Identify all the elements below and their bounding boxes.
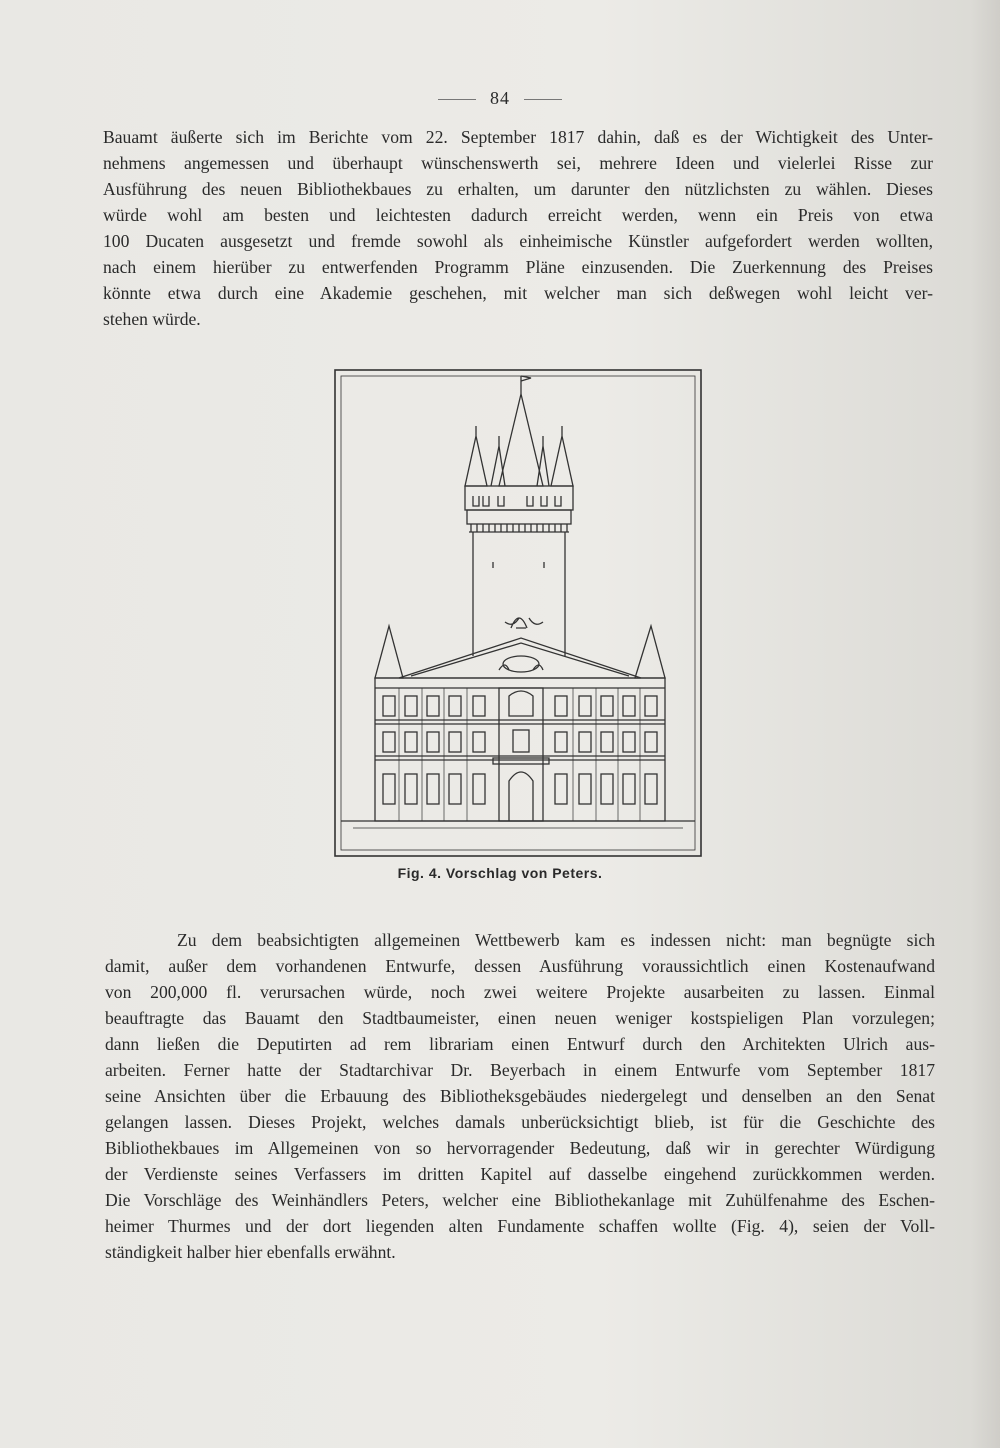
text-line: nehmens angemessen und überhaupt wünschenswerth sei, mehrere Ideen und vielerlei Risse zur [103, 153, 933, 173]
text-line: stehen würde. [103, 309, 201, 329]
text-line: 100 Ducaten ausgesetzt und fremde sowohl als einheimische Künstler aufgefordert werden wollten, [103, 231, 933, 251]
text-line: Ausführung des neuen Bibliothekbaues zu erhalten, um darunter den nützlichsten zu wählen. Dieses [103, 179, 933, 199]
text-line: Die Vorschläge des Weinhändlers Peters, welcher eine Bibliothekanlage mit Zuhülfenahme des Eschen- [105, 1190, 935, 1210]
text-line: ständigkeit halber hier ebenfalls erwähnt. [105, 1242, 396, 1262]
text-line: der Verdienste seines Verfassers im dritten Kapitel auf dasselbe eingehend zurückkommen werden. [105, 1164, 935, 1184]
text-line: könnte etwa durch eine Akademie geschehen, mit welcher man sich deßwegen wohl leicht ver- [103, 283, 933, 303]
text-line: von 200,000 fl. verursachen würde, noch zwei weitere Projekte ausarbeiten zu lassen. Einmal [105, 982, 935, 1002]
header-rule-left [438, 99, 476, 100]
text-line: Zu dem beabsichtigten allgemeinen Wettbewerb kam es indessen nicht: man begnügte sich [177, 930, 935, 950]
building-elevation-drawing [333, 366, 703, 860]
figure-caption: Fig. 4. Vorschlag von Peters. [397, 865, 603, 881]
text-line: nach einem hierüber zu entwerfenden Programm Pläne einzusenden. Die Zuerkennung des Preises [103, 257, 933, 277]
page-header [0, 88, 1000, 109]
text-line: arbeiten. Ferner hatte der Stadtarchivar Dr. Beyerbach in einem Entwurfe vom September 1817 [105, 1060, 935, 1080]
paragraph-1 [103, 124, 933, 332]
text-line: Bauamt äußerte sich im Berichte vom 22. September 1817 dahin, daß es der Wichtigkeit des Unter- [103, 127, 933, 147]
page-number: 84 [490, 88, 510, 108]
text-line: dann ließen die Deputirten ad rem librariam einen Entwurf durch den Architekten Ulrich aus- [105, 1034, 935, 1054]
header-rule-right [524, 99, 562, 100]
text-line: damit, außer dem vorhandenen Entwurfe, dessen Ausführung voraussichtlich einen Kostenaufwand [105, 956, 935, 976]
paragraph-2 [105, 927, 935, 1265]
text-line: würde wohl am besten und leichtesten dadurch erreicht werden, wenn ein Preis von etwa [103, 205, 933, 225]
text-line: seine Ansichten über die Erbauung des Bibliotheksgebäudes niedergelegt und denselben an den Senat [105, 1086, 935, 1106]
text-line: gelangen lassen. Dieses Projekt, welches damals unberücksichtigt blieb, ist für die Geschichte des [105, 1112, 935, 1132]
text-line: Bibliothekbaues im Allgemeinen von so hervorragender Bedeutung, daß wir in gerechter Würdigung [105, 1138, 935, 1158]
text-line: beauftragte das Bauamt den Stadtbaumeister, einen neuen weniger kostspieligen Plan vorzulegen; [105, 1008, 935, 1028]
text-line: heimer Thurmes und der dort liegenden alten Fundamente schaffen wollte (Fig. 4), seien der Voll- [105, 1216, 935, 1236]
